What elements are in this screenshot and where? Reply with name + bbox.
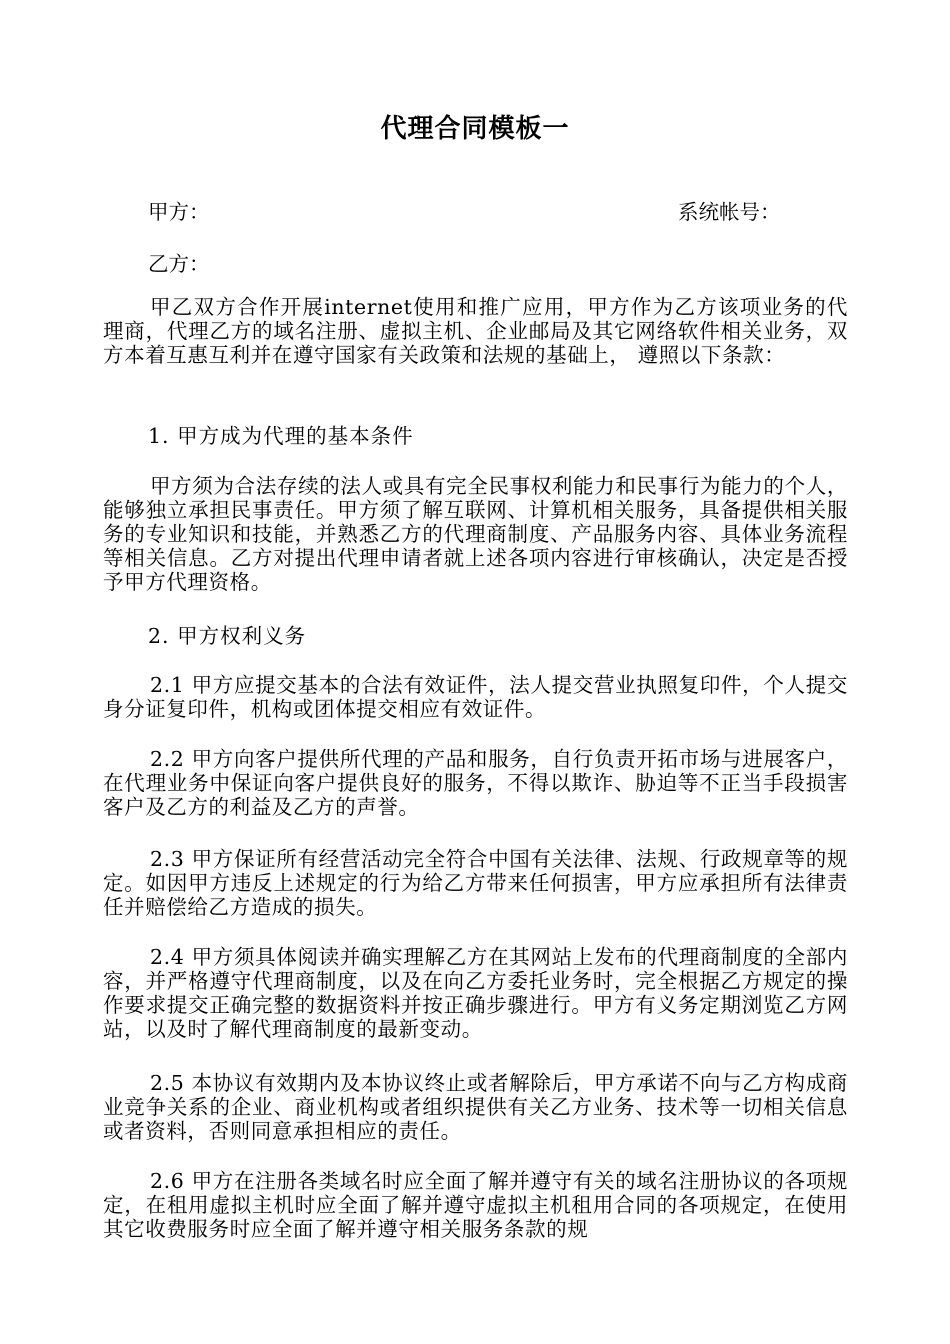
account-label: 系统帐号：: [678, 200, 781, 224]
clause-2-4: 2.4 甲方须具体阅读并确实理解乙方在其网站上发布的代理商制度的全部内容，并严格遵守代理商制度，以及在向乙方委托业务时，完全根据乙方规定的操作要求提交正确完整的数据资料并按正确步骤进行。甲方有义务定期浏览乙方网站，以及时了解代理商制度的最新变动。: [103, 945, 848, 1041]
section-1-body: 甲方须为合法存续的法人或具有完全民事权利能力和民事行为能力的个人，能够独立承担民事责任。甲方须了解互联网、计算机相关服务，具备提供相关服务的专业知识和技能，并熟悉乙方的代理商制度、产品服务内容、具体业务流程等相关信息。乙方对提出代理申请者就上述各项内容进行审核确认，决定是否授予甲方代理资格。: [103, 474, 848, 594]
party-b-label: 乙方：: [148, 252, 210, 276]
clause-2-3: 2.3 甲方保证所有经营活动完全符合中国有关法律、法规、行政规章等的规定。如因甲方违反上述规定的行为给乙方带来任何损害，甲方应承担所有法律责任并赔偿给乙方造成的损失。: [103, 847, 848, 919]
intro-paragraph: 甲乙双方合作开展internet使用和推广应用，甲方作为乙方该项业务的代理商，代理乙方的域名注册、虚拟主机、企业邮局及其它网络软件相关业务，双方本着互惠互利并在遵守国家有关政策和法规的基础上， 遵照以下条款：: [103, 295, 848, 367]
clause-2-2: 2.2 甲方向客户提供所代理的产品和服务，自行负责开拓市场与进展客户，在代理业务中保证向客户提供良好的服务，不得以欺诈、胁迫等不正当手段损害客户及乙方的利益及乙方的声誉。: [103, 747, 848, 819]
section-2-heading: 2. 甲方权利义务: [148, 624, 307, 648]
document-title: 代理合同模板一: [380, 114, 570, 144]
clause-2-6: 2.6 甲方在注册各类域名时应全面了解并遵守有关的域名注册协议的各项规定，在租用虚拟主机时应全面了解并遵守虚拟主机租用合同的各项规定，在使用其它收费服务时应全面了解并遵守相关服务条款的规: [103, 1169, 848, 1241]
clause-2-1: 2.1 甲方应提交基本的合法有效证件，法人提交营业执照复印件，个人提交身分证复印件，机构或团体提交相应有效证件。: [103, 673, 848, 721]
section-1-heading: 1. 甲方成为代理的基本条件: [148, 424, 414, 448]
clause-2-5: 2.5 本协议有效期内及本协议终止或者解除后，甲方承诺不向与乙方构成商业竞争关系的企业、商业机构或者组织提供有关乙方业务、技术等一切相关信息或者资料，否则同意承担相应的责任。: [103, 1071, 848, 1143]
party-a-label: 甲方：: [148, 200, 210, 224]
